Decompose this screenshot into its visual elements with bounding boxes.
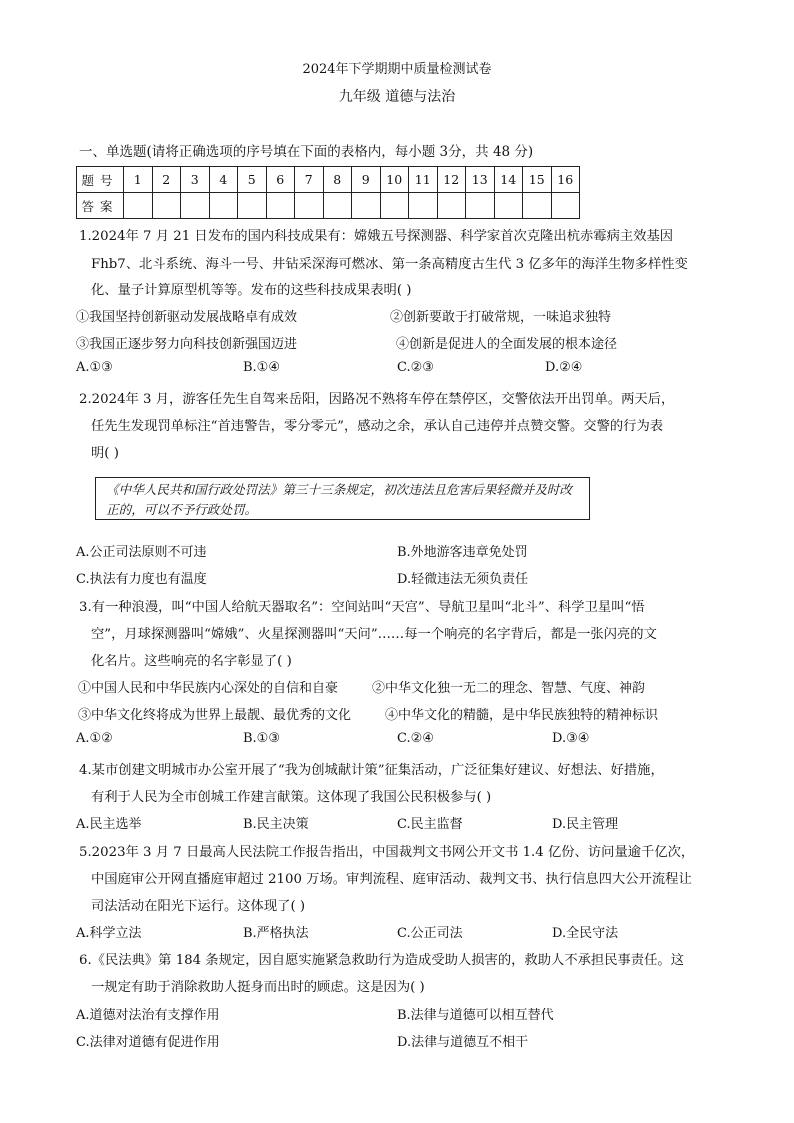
- q5-stem-line: 司法活动在阳光下运行。这体现了( ): [91, 899, 306, 914]
- number-cell: 15: [523, 167, 552, 193]
- number-row: [77, 167, 580, 193]
- answer-cell[interactable]: [409, 193, 438, 219]
- q3-option-a[interactable]: A.①②: [76, 731, 113, 746]
- q4-stem-line: 4.某市创建文明城市办公室开展了“我为创城献计策”征集活动，广泛征集好建议、好想法、好措施，: [79, 763, 664, 778]
- answer-cell[interactable]: [238, 193, 267, 219]
- number-cell: 3: [181, 167, 210, 193]
- q6-option-d[interactable]: D.法律与道德互不相干: [397, 1035, 529, 1050]
- row-label-answer: 答案: [77, 193, 124, 219]
- q1-option-a[interactable]: A.①③: [76, 360, 113, 375]
- answer-cell[interactable]: [181, 193, 210, 219]
- exam-title: 2024年下学期期中质量检测试卷: [302, 62, 492, 77]
- answer-cell[interactable]: [380, 193, 409, 219]
- q2-option-b[interactable]: B.外地游客违章免处罚: [397, 545, 528, 560]
- row-label-number: 题号: [77, 167, 124, 193]
- q6-option-b[interactable]: B.法律与道德可以相互替代: [397, 1008, 554, 1023]
- q2-stem-line: 任先生发现罚单标注“首违警告，零分零元”，感动之余，承认自己违停并点赞交警。交警的行为表: [91, 419, 664, 434]
- q6-stem-line: 6.《民法典》第 184 条规定，因自愿实施紧急救助行为造成受助人损害的，救助人不承担民事责任。这: [79, 953, 684, 968]
- q6-option-c[interactable]: C.法律对道德有促进作用: [76, 1035, 220, 1050]
- number-cell: 8: [323, 167, 352, 193]
- q5-stem-line: 5.2023年 3 月 7 日最高人民法院工作报告指出，中国裁判文书网公开文书 1.4 亿份、访问量逾千亿次，: [79, 845, 695, 860]
- q1-statement: ④创新是促进人的全面发展的根本途径: [396, 337, 618, 352]
- q2-option-c[interactable]: C.执法有力度也有温度: [76, 572, 207, 587]
- answer-cell[interactable]: [266, 193, 295, 219]
- law-quote-box: 《中华人民共和国行政处罚法》第三十三条规定，初次违法且危害后果轻微并及时改正的，可以不予行政处罚。: [95, 477, 590, 520]
- q2-option-d[interactable]: D.轻微违法无须负责任: [397, 572, 529, 587]
- q5-option-d[interactable]: D.全民守法: [552, 926, 619, 941]
- answer-cell[interactable]: [209, 193, 238, 219]
- q4-stem-line: 有利于人民为全市创城工作建言献策。这体现了我国公民积极参与( ): [91, 790, 492, 805]
- q4-option-d[interactable]: D.民主管理: [552, 817, 619, 832]
- q2-stem-line: 明( ): [91, 446, 119, 461]
- answer-cell[interactable]: [323, 193, 352, 219]
- q3-option-d[interactable]: D.③④: [552, 731, 590, 746]
- answer-cell[interactable]: [437, 193, 466, 219]
- q1-stem-line: 1.2024年 7 月 21 日发布的国内科技成果有：嫦娥五号探测器、科学家首次克隆出杭赤霉病主效基因: [79, 229, 674, 244]
- q6-stem-line: 一规定有助于消除救助人挺身而出时的顾虑。这是因为( ): [91, 980, 425, 995]
- q3-statement: ①中国人民和中华民族内心深处的自信和自豪: [78, 681, 339, 696]
- q6-option-a[interactable]: A.道德对法治有支撑作用: [76, 1008, 220, 1023]
- number-cell: 14: [494, 167, 523, 193]
- answer-cell[interactable]: [494, 193, 523, 219]
- q3-statement: ③中华文化终将成为世界上最靓、最优秀的文化: [78, 708, 352, 723]
- section-heading: 一、单选题(请将正确选项的序号填在下面的表格内，每小题 3分，共 48 分): [79, 144, 534, 160]
- answer-cell[interactable]: [523, 193, 552, 219]
- q1-option-b[interactable]: B.①④: [243, 360, 280, 375]
- number-cell: 2: [152, 167, 181, 193]
- q5-option-a[interactable]: A.科学立法: [76, 926, 142, 941]
- q4-option-a[interactable]: A.民主选举: [76, 817, 142, 832]
- exam-subtitle: 九年级 道德与法治: [338, 89, 456, 105]
- q3-stem-line: 化名片。这些响亮的名字彰显了( ): [91, 654, 292, 669]
- number-cell: 9: [352, 167, 381, 193]
- answer-cell[interactable]: [352, 193, 381, 219]
- number-cell: 6: [266, 167, 295, 193]
- q4-option-b[interactable]: B.民主决策: [243, 817, 309, 832]
- q5-stem-line: 中国庭审公开网直播庭审超过 2100 万场。审判流程、庭审活动、裁判文书、执行信息四大公开流程让: [91, 872, 692, 887]
- q1-option-d[interactable]: D.②④: [545, 360, 583, 375]
- q3-stem-line: 空”，月球探测器叫“嫦娥”、火星探测器叫“天问”……每一个响亮的名字背后，都是一张闪亮的文: [91, 627, 657, 642]
- number-cell: 4: [209, 167, 238, 193]
- number-cell: 5: [238, 167, 267, 193]
- q2-stem-line: 2.2024年 3 月，游客任先生自驾来岳阳，因路况不熟将车停在禁停区，交警依法开出罚单。两天后，: [79, 392, 675, 407]
- q1-statement: ③我国正逐步努力向科技创新强国迈进: [76, 337, 298, 352]
- q3-option-b[interactable]: B.①③: [243, 731, 280, 746]
- answer-cell[interactable]: [152, 193, 181, 219]
- number-cell: 7: [295, 167, 324, 193]
- answer-cell[interactable]: [295, 193, 324, 219]
- number-cell: 1: [124, 167, 153, 193]
- number-cell: 16: [551, 167, 580, 193]
- answer-cell[interactable]: [466, 193, 495, 219]
- number-cell: 10: [380, 167, 409, 193]
- q5-option-b[interactable]: B.严格执法: [243, 926, 309, 941]
- q3-option-c[interactable]: C.②④: [397, 731, 434, 746]
- answer-cell[interactable]: [124, 193, 153, 219]
- q1-statement: ①我国坚持创新驱动发展战略卓有成效: [76, 310, 298, 325]
- q3-stem-line: 3.有一种浪漫，叫“中国人给航天器取名”：空间站叫“天宫”、导航卫星叫“北斗”、科学卫星叫“悟: [79, 600, 645, 615]
- number-cell: 13: [466, 167, 495, 193]
- number-cell: 12: [437, 167, 466, 193]
- q1-stem-line: 化、量子计算原型机等等。发布的这些科技成果表明( ): [91, 283, 412, 298]
- q3-statement: ②中华文化独一无二的理念、智慧、气度、神韵: [372, 681, 646, 696]
- answer-row: [77, 193, 580, 219]
- q1-option-c[interactable]: C.②③: [397, 360, 434, 375]
- q1-stem-line: Fhb7、北斗系统、海斗一号、井钻采深海可燃冰、第一条高精度古生代 3 亿多年的海洋生物多样性变: [91, 257, 688, 272]
- number-cell: 11: [409, 167, 438, 193]
- q3-statement: ④中华文化的精髓，是中华民族独特的精神标识: [385, 708, 659, 723]
- q4-option-c[interactable]: C.民主监督: [397, 817, 463, 832]
- answer-cell[interactable]: [551, 193, 580, 219]
- answer-table: [76, 166, 580, 219]
- q2-option-a[interactable]: A.公正司法原则不可违: [76, 545, 207, 560]
- q5-option-c[interactable]: C.公正司法: [397, 926, 463, 941]
- q1-statement: ②创新要敢于打破常规，一味追求独特: [390, 310, 612, 325]
